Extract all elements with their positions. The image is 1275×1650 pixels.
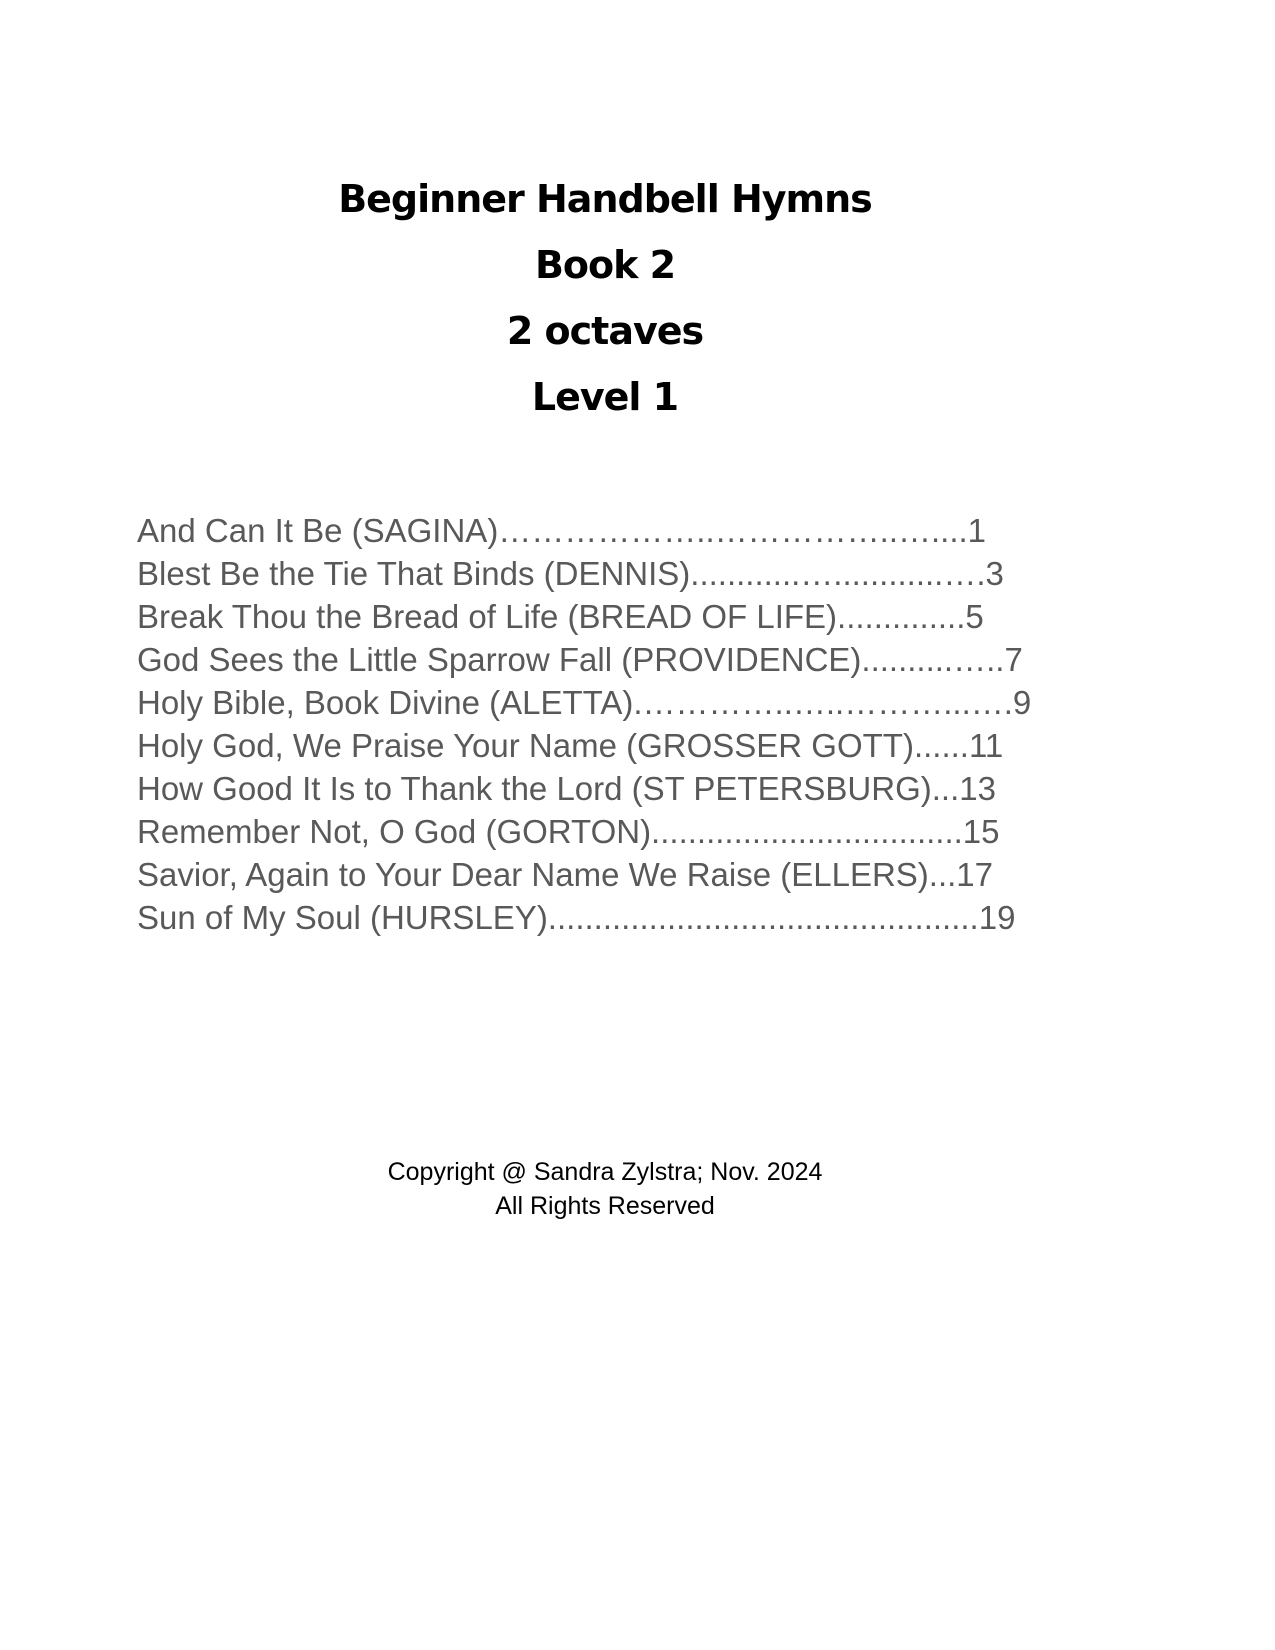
table-of-contents: [137, 509, 1077, 939]
toc-entry: Sun of My Soul (HURSLEY)...............................................19: [137, 899, 1016, 936]
toc-entry: How Good It Is to Thank the Lord (ST PETERSBURG)...13: [137, 770, 996, 807]
title-block: [0, 166, 1210, 430]
toc-entry: And Can It Be (SAGINA)………………..……………..…....1: [137, 512, 987, 549]
toc-entry: Remember Not, O God (GORTON)..................................15: [137, 813, 1000, 850]
toc-entry: Holy God, We Praise Your Name (GROSSER GOTT)......11: [137, 727, 1004, 764]
toc-entry: Savior, Again to Your Dear Name We Raise (ELLERS)...17: [137, 856, 994, 893]
octave-range: 2 octaves: [506, 309, 704, 353]
toc-entry: Blest Be the Tie That Binds (DENNIS)............…............….3: [137, 555, 1004, 592]
copyright-footer: [0, 1155, 1210, 1223]
toc-entry: Holy Bible, Book Divine (ALETTA).…………..…..………...….9: [137, 684, 1032, 721]
copyright-notice: Copyright @ Sandra Zylstra; Nov. 2024: [387, 1158, 823, 1186]
difficulty-level: Level 1: [531, 375, 679, 419]
toc-entry: God Sees the Little Sparrow Fall (PROVIDENCE)..........…..7: [137, 641, 1023, 678]
book-title: Beginner Handbell Hymns: [338, 177, 872, 221]
book-number: Book 2: [534, 243, 676, 287]
toc-entry: Break Thou the Bread of Life (BREAD OF LIFE)..............5: [137, 598, 984, 635]
rights-notice: All Rights Reserved: [495, 1192, 715, 1220]
